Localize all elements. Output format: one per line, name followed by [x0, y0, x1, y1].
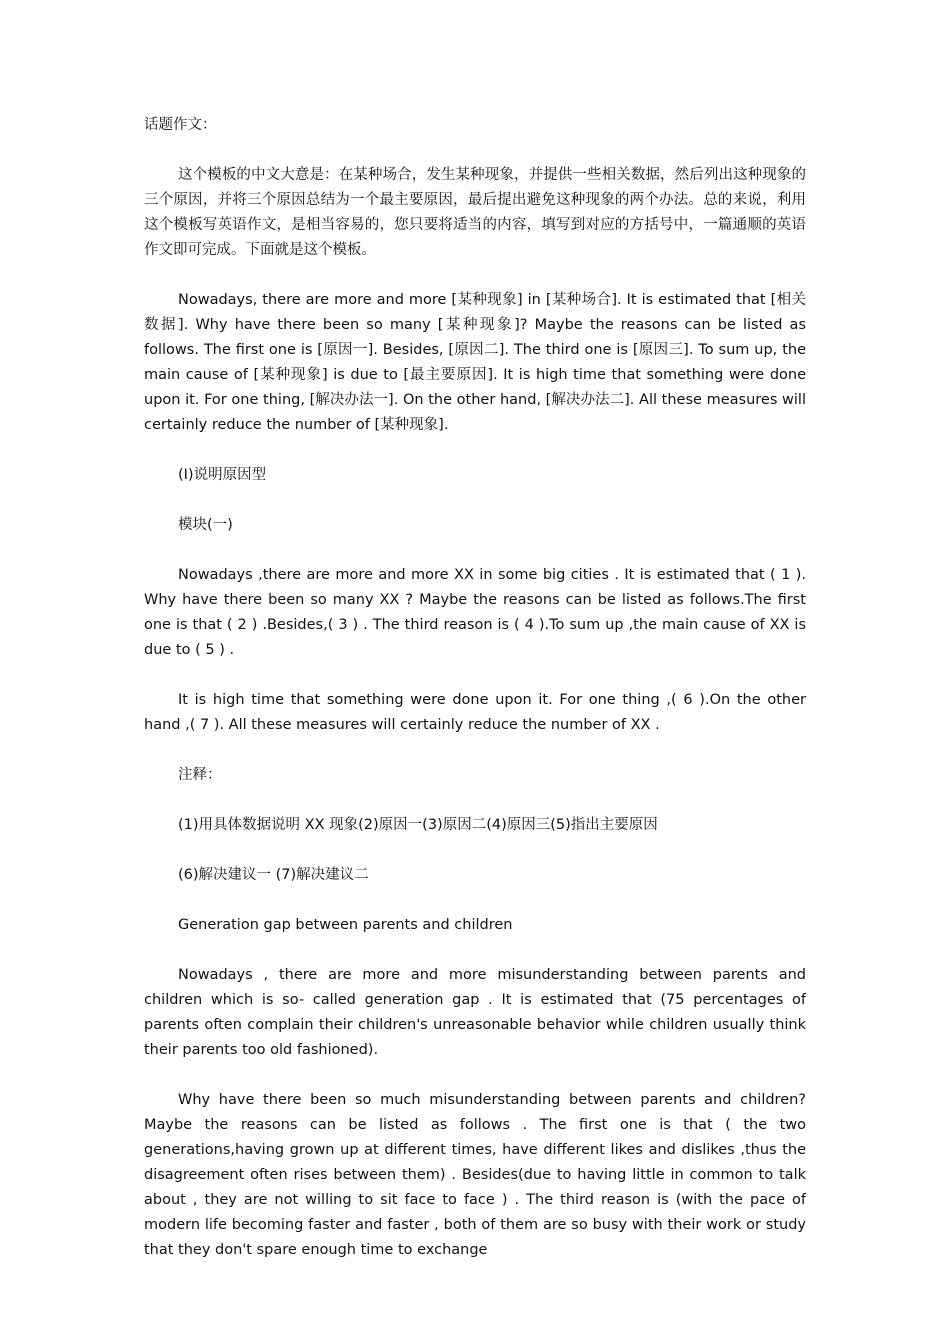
paragraph-module-1: Nowadays ,there are more and more XX in some big cities . It is estimated that ( 1 ). Why have there been so many XX ? Maybe the reasons can be listed as follows.The first one is that ( 2 ) .Besides,( 3 ) . The third reason is ( 4 ).To sum up ,the main cause of XX is due to ( 5 ) . — [144, 567, 806, 658]
document-title: 话题作文： — [144, 117, 217, 133]
notes-line-1: (1)用具体数据说明 XX 现象(2)原因一(3)原因二(4)原因三(5)指出主要原因 — [178, 817, 658, 833]
document-page — [144, 113, 806, 1263]
paragraph-intro: 这个模板的中文大意是：在某种场合，发生某种现象，并提供一些相关数据，然后列出这种现象的三个原因，并将三个原因总结为一个最主要原因，最后提出避免这种现象的两个办法。总的来说，利用这个模板写英语作文，是相当容易的，您只要将适当的内容，填写到对应的方括号中，一篇通顺的英语作文即可完成。下面就是这个模板。 — [144, 167, 806, 258]
essay-paragraph-2: Why have there been so much misunderstanding between parents and children?Maybe the reasons can be listed as follows . The first one is that ( the two generations,having grown up at different times, have different likes and dislikes ,thus the disagreement often rises between them) . Besides(due to having little in common to talk about , they are not willing to sit face to face ) . The third reason is (with the pace of modern life becoming faster and faster , both of them are so busy with their work or study that they don't spare enough time to exchange — [144, 1092, 806, 1258]
paragraph-template: Nowadays, there are more and more [某种现象] in [某种场合]. It is estimated that [相关数据]. Why have there been so many [某种现象]? Maybe the reasons can be listed as follows. The first one is [原因一]. Besides, [原因二]. The third one is [原因三]. To sum up, the main cause of [某种现象] is due to [最主要原因]. It is high time that something were done upon it. For one thing, [解决办法一]. On the other hand, [解决办法二]. All these measures will certainly reduce the number of [某种现象]. — [144, 292, 806, 433]
section-heading: (I)说明原因型 — [178, 467, 267, 483]
module-heading: 模块(一) — [178, 517, 233, 533]
essay-title: Generation gap between parents and children — [178, 917, 513, 933]
essay-paragraph-1: Nowadays , there are more and more misunderstanding between parents and children which is so- called generation gap . It is estimated that (75 percentages of parents often complain their children's unreasonable behavior while children usually think their parents too old fashioned). — [144, 967, 806, 1058]
notes-line-2: (6)解决建议一 (7)解决建议二 — [178, 867, 369, 883]
notes-heading: 注释： — [178, 767, 222, 783]
paragraph-module-2: It is high time that something were done upon it. For one thing ,( 6 ).On the other hand ,( 7 ). All these measures will certainly reduce the number of XX . — [144, 692, 806, 733]
